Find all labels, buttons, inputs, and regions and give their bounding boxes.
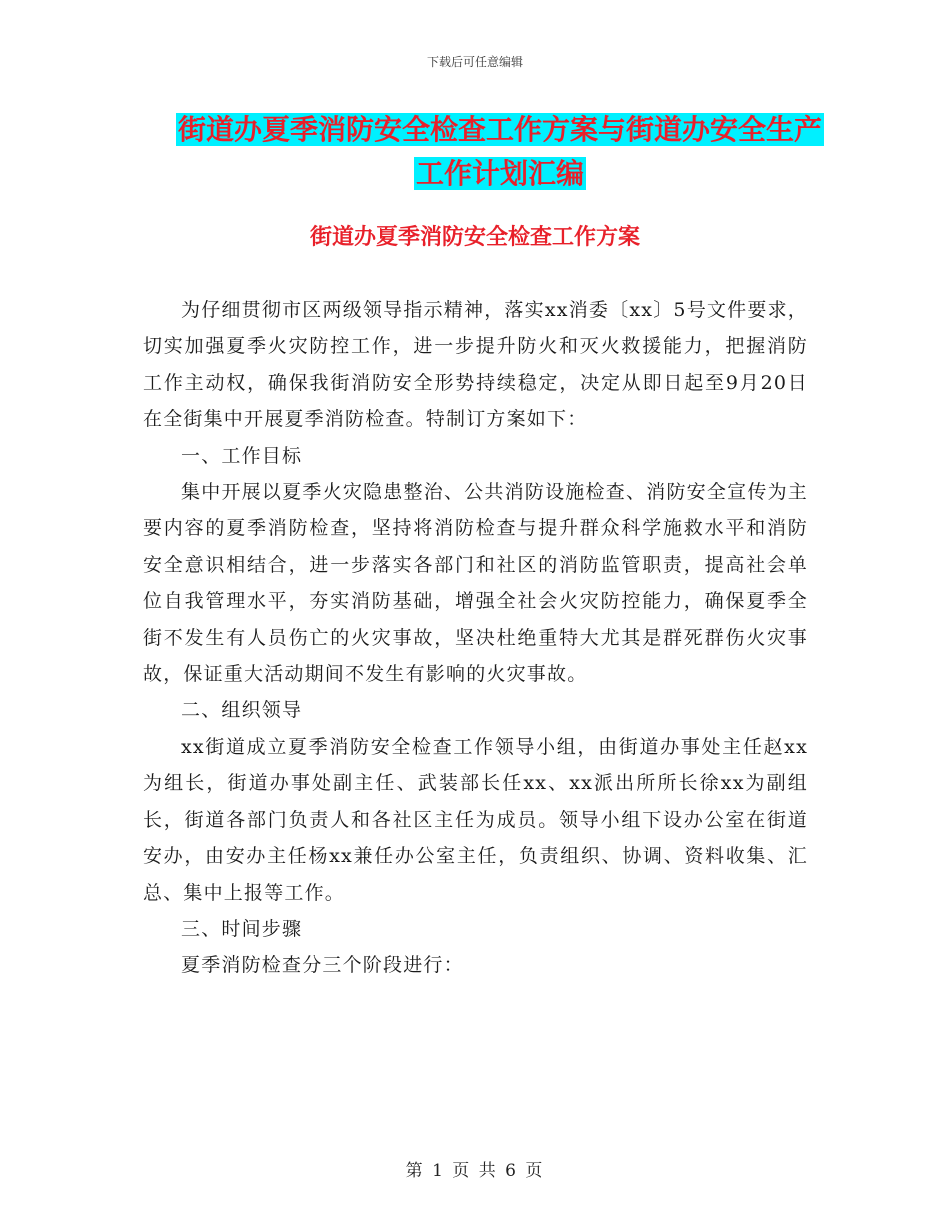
section-title: 街道办夏季消防安全检查工作方案 (309, 225, 640, 250)
paragraph-intro: 为仔细贯彻市区两级领导指示精神，落实xx消委〔xx〕5号文件要求，切实加强夏季火灾防控工作，进一步提升防火和灭火救援能力，把握消防工作主动权，确保我街消防安全形势持续稳定，决定从即日起至9月20日在全街集中开展夏季消防检查。特制订方案如下： (143, 299, 808, 431)
heading-time-steps: 三、时间步骤 (181, 917, 303, 940)
heading-organization: 二、组织领导 (181, 699, 303, 722)
main-title (140, 108, 860, 196)
heading-work-goals: 一、工作目标 (181, 444, 303, 467)
paragraph-work-goals: 集中开展以夏季火灾隐患整治、公共消防设施检查、消防安全宣传为主要内容的夏季消防检查，坚持将消防检查与提升群众科学施救水平和消防安全意识相结合，进一步落实各部门和社区的消防监管职责，提高社会单位自我管理水平，夯实消防基础，增强全社会火灾防控能力，确保夏季全街不发生有人员伤亡的火灾事故，坚决杜绝重特大尤其是群死群伤火灾事故，保证重大活动期间不发生有影响的火灾事故。 (143, 481, 808, 686)
document-body (143, 292, 808, 984)
paragraph-time-steps: 夏季消防检查分三个阶段进行： (181, 954, 464, 977)
main-title-line1: 街道办夏季消防安全检查工作方案与街道办安全生产 (177, 113, 822, 146)
paragraph-organization: xx街道成立夏季消防安全检查工作领导小组，由街道办事处主任赵xx为组长，街道办事处副主任、武装部长任xx、xx派出所所长徐xx为副组长，街道各部门负责人和各社区主任为成员。领导小组下设办公室在街道安办，由安办主任杨xx兼任办公室主任，负责组织、协调、资料收集、汇总、集中上报等工作。 (143, 735, 808, 904)
page-footer: 第 1 页 共 6 页 (405, 1161, 545, 1181)
header-note: 下载后可任意编辑 (426, 55, 523, 69)
main-title-line2: 工作计划汇编 (415, 157, 584, 190)
